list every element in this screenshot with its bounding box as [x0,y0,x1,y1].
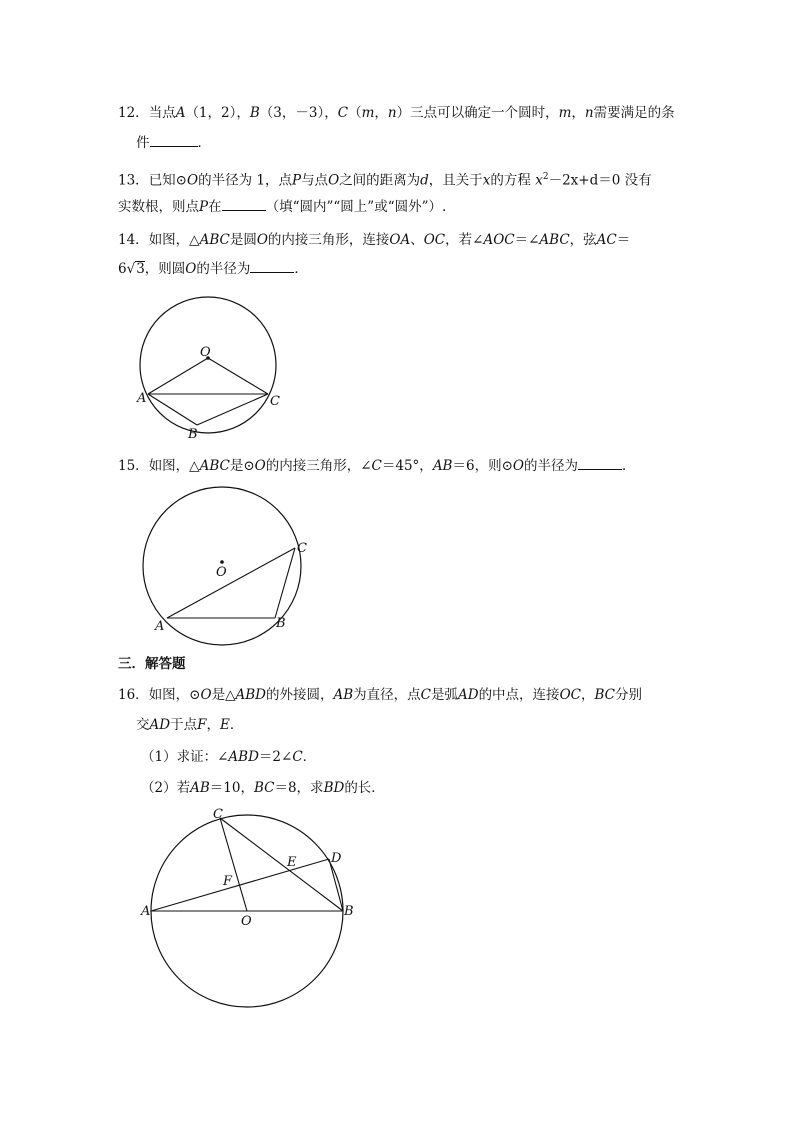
label-f: F [223,874,233,889]
label-a: A [141,904,151,919]
segment-label: OC [559,687,581,703]
segment-label: OA [389,232,411,248]
text: ＝8，求 [274,780,324,796]
variable: n [387,105,397,121]
text: （2）若 [141,780,191,796]
sqrt-icon: √ [126,261,136,277]
text: ＝ [616,232,631,248]
text: ，若∠ [445,232,484,248]
text: 的内接三角形，∠ [265,458,372,474]
text: ， [374,105,388,121]
text: ＝∠ [514,232,540,248]
text: 需要满足的条 [593,105,675,121]
point-label: O [254,458,266,474]
question-number: 16． [118,687,149,703]
text: 与点 [301,172,329,189]
text: （ [348,105,362,121]
variable: n [584,105,594,121]
text: ＝2∠ [258,749,293,765]
segment-label: BC [594,687,615,703]
point-label: C [337,105,349,121]
point-label: O [185,261,197,277]
text: ）三点可以确定一个圆时， [396,105,559,121]
angle-label: ABD [228,749,259,765]
point-label: O [187,172,199,189]
segment-bc [220,818,343,911]
text: ． [229,717,244,733]
text: 是圆 [229,232,257,248]
segment-oc [220,818,247,911]
question-number: 15． [118,458,149,474]
text: 的中点，连接 [478,687,560,703]
point-label: O [512,458,524,474]
variable: x [482,172,491,189]
point-label: C [420,687,431,703]
text: ， [206,717,220,733]
text: （1）求证：∠ [141,749,229,765]
text: 是弧 [430,687,458,703]
angle-label: C [371,458,382,474]
triangle-label: ABD [235,687,266,703]
text: 为直径，点 [353,687,421,703]
text: 分别 [614,687,642,703]
text: 的半径为 [523,458,578,474]
number: 6 [118,261,127,277]
text: 的外接圆， [265,687,334,703]
triangle-label: ABC [199,232,230,248]
label-d: D [331,851,342,866]
segment-label: AB [333,687,354,703]
text: 是△ [211,687,236,703]
text: 的内接三角形，连接 [267,232,390,248]
angle-label: ABC [539,232,570,248]
question-number: 13． [118,172,149,189]
point-label: F [197,717,207,733]
label-e: E [287,855,297,870]
point-label: O [256,232,268,248]
segment-label: BC [253,780,275,796]
label-c: C [270,394,280,409]
segment-label: OC [423,232,446,248]
point-label: O [200,687,212,703]
text: 当点 [148,105,176,121]
text: 的半径为 [196,261,251,277]
variable: m [361,105,375,121]
label-b: B [188,427,198,442]
label-o: O [200,345,211,360]
text: 是⊙ [229,458,255,474]
text: 的方程 [490,172,531,189]
text: ． [302,749,317,765]
text: 如图，⊙ [148,687,201,703]
segment-label: AB [190,780,210,796]
text: 已知⊙ [148,172,187,189]
equation-text: －2x+d＝0 没有 [548,172,652,189]
text: 如图，△ [148,232,200,248]
point-label: P [199,199,209,215]
point-label: B [249,105,260,121]
text: ＝45°， [381,458,433,474]
segment-label: AC [596,232,617,248]
text: ，弦 [569,232,597,248]
text: （1，2）， [185,105,250,121]
angle-label: C [292,749,303,765]
label-c: C [213,807,223,822]
text: ＝6，则⊙ [452,458,513,474]
section-title: 三．解答题 [118,656,186,672]
text: ，且关于 [428,172,483,189]
text: 、 [410,232,424,248]
segment-label: AD [149,717,171,733]
arc-label: AD [457,687,479,703]
text: 交 [136,717,150,733]
label-o: O [241,914,252,929]
point-label: A [175,105,186,121]
text: ． [621,458,636,474]
radicand: 3 [136,261,145,277]
question-number: 12． [118,105,149,121]
label-a: A [137,391,147,406]
label-b: B [344,904,354,919]
segment-label: BD [323,780,345,796]
text: 件 [136,135,150,151]
text: 于点 [170,717,198,733]
variable: d [420,172,429,189]
text: 的半径为 1，点 [198,172,292,189]
text: （3，－3）， [259,105,338,121]
text: ＝10， [209,780,254,796]
segment-label: AB [432,458,453,474]
label-a: A [155,619,165,634]
question-number: 14． [118,232,149,248]
text: 在 [208,199,222,215]
variable: x [535,172,543,189]
text: ． [294,261,308,277]
text: （填“圆内”“圆上”或“圆外”）. [265,199,447,215]
text: ，则圆 [144,261,186,277]
point-label: E [219,717,230,733]
point-label: O [328,172,340,189]
variable: m [558,105,572,121]
text: 实数根，则点 [118,199,199,215]
label-c: C [297,541,307,556]
segment-bd [329,859,343,911]
text: ． [197,135,211,151]
triangle-label: ABC [199,458,230,474]
text: 之间的距离为 [339,172,421,189]
text: 如图，△ [148,458,200,474]
text: ， [571,105,585,121]
point-label: P [291,172,302,189]
text: 的长． [344,780,385,796]
label-b: B [276,616,286,631]
text: ， [580,687,595,703]
label-o: O [216,565,227,580]
angle-label: AOC [483,232,515,248]
exponent: 2 [542,172,549,182]
